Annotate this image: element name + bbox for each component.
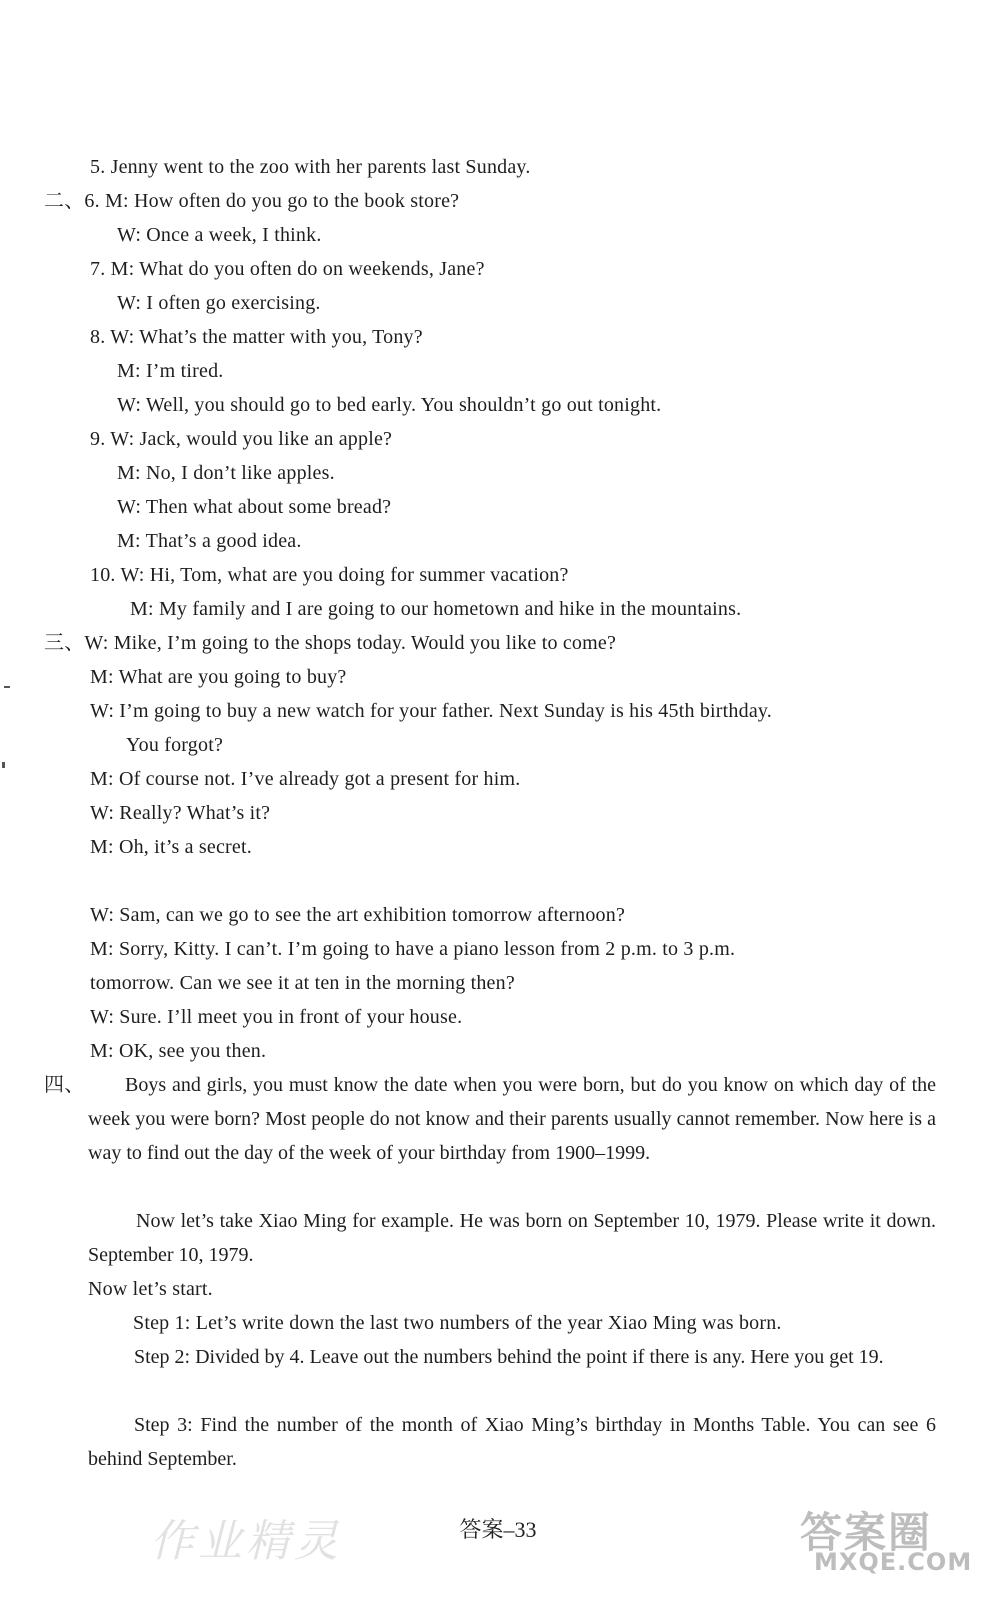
step-3: Step 3: Find the number of the month of Xiao Ming’s birthday in Months Table. You can see 6 behind September.	[88, 1414, 936, 1470]
dialogue-line: W: I’m going to buy a new watch for your father. Next Sunday is his 45th birthday.	[90, 700, 773, 722]
dialogue-line: W: I often go exercising.	[117, 292, 321, 314]
dialogue-line: M: Sorry, Kitty. I can’t. I’m going to have a piano lesson from 2 p.m. to 3 p.m.	[90, 938, 736, 960]
section-4-paragraph: Now let’s start.	[88, 1278, 213, 1300]
page-number: 答案–33	[459, 1517, 537, 1542]
dialogue-line: tomorrow. Can we see it at ten in the morning then?	[90, 972, 515, 994]
watermark-logo	[800, 1500, 980, 1580]
dialogue-line: 8. W: What’s the matter with you, Tony?	[90, 326, 423, 348]
dialogue-line: M: OK, see you then.	[90, 1040, 267, 1062]
section-4-paragraph: Now let’s take Xiao Ming for example. He was born on September 10, 1979. Please write it down. September 10, 1979.	[88, 1210, 936, 1266]
dialogue-line: W: Sam, can we go to see the art exhibition tomorrow afternoon?	[90, 904, 626, 926]
dialogue-line: M: Of course not. I’ve already got a present for him.	[90, 768, 521, 790]
section-4-marker: 四、	[44, 1074, 85, 1096]
dialogue-line: W: Well, you should go to bed early. You shouldn’t go out tonight.	[117, 394, 662, 416]
dialogue-line: W: Then what about some bread?	[117, 496, 392, 518]
step-2: Step 2: Divided by 4. Leave out the numbers behind the point if there is any. Here you get 19.	[134, 1346, 884, 1368]
scan-mark	[4, 686, 10, 688]
watermark-left: 作业精灵	[150, 1516, 342, 1567]
dialogue-line: W: Once a week, I think.	[117, 224, 322, 246]
dialogue-line: M: No, I don’t like apples.	[117, 462, 335, 484]
dialogue-line: M: What are you going to buy?	[90, 666, 347, 688]
step-1: Step 1: Let’s write down the last two numbers of the year Xiao Ming was born.	[133, 1312, 782, 1334]
scan-mark	[2, 762, 5, 768]
dialogue-line: M: That’s a good idea.	[117, 530, 302, 552]
dialogue-line: 5. Jenny went to the zoo with her parents last Sunday.	[90, 156, 531, 178]
dialogue-line: 9. W: Jack, would you like an apple?	[90, 428, 393, 450]
dialogue-line: You forgot?	[126, 734, 224, 756]
dialogue-line: M: My family and I are going to our hometown and hike in the mountains.	[130, 598, 742, 620]
dialogue-line: 10. W: Hi, Tom, what are you doing for summer vacation?	[90, 564, 569, 586]
watermark-logo-url: MXQE.COM	[814, 1548, 973, 1576]
section-4-paragraph: Boys and girls, you must know the date when you were born, but do you know on which day of the week you were born? Most people do not know and their parents usually cannot remember. Now here is a way to find out the day of the week of your birthday from 1900–1999.	[88, 1074, 936, 1164]
section-2-first-line: 二、6. M: How often do you go to the book store?	[44, 190, 460, 212]
dialogue-line: M: Oh, it’s a secret.	[90, 836, 252, 858]
section-3-first-line: 三、W: Mike, I’m going to the shops today. Would you like to come?	[44, 632, 617, 654]
dialogue-line: M: I’m tired.	[117, 360, 224, 382]
dialogue-line: W: Really? What’s it?	[90, 802, 271, 824]
watermark-logo-text: 答案圈	[800, 1508, 933, 1557]
dialogue-line: W: Sure. I’ll meet you in front of your house.	[90, 1006, 463, 1028]
dialogue-line: 7. M: What do you often do on weekends, Jane?	[90, 258, 485, 280]
